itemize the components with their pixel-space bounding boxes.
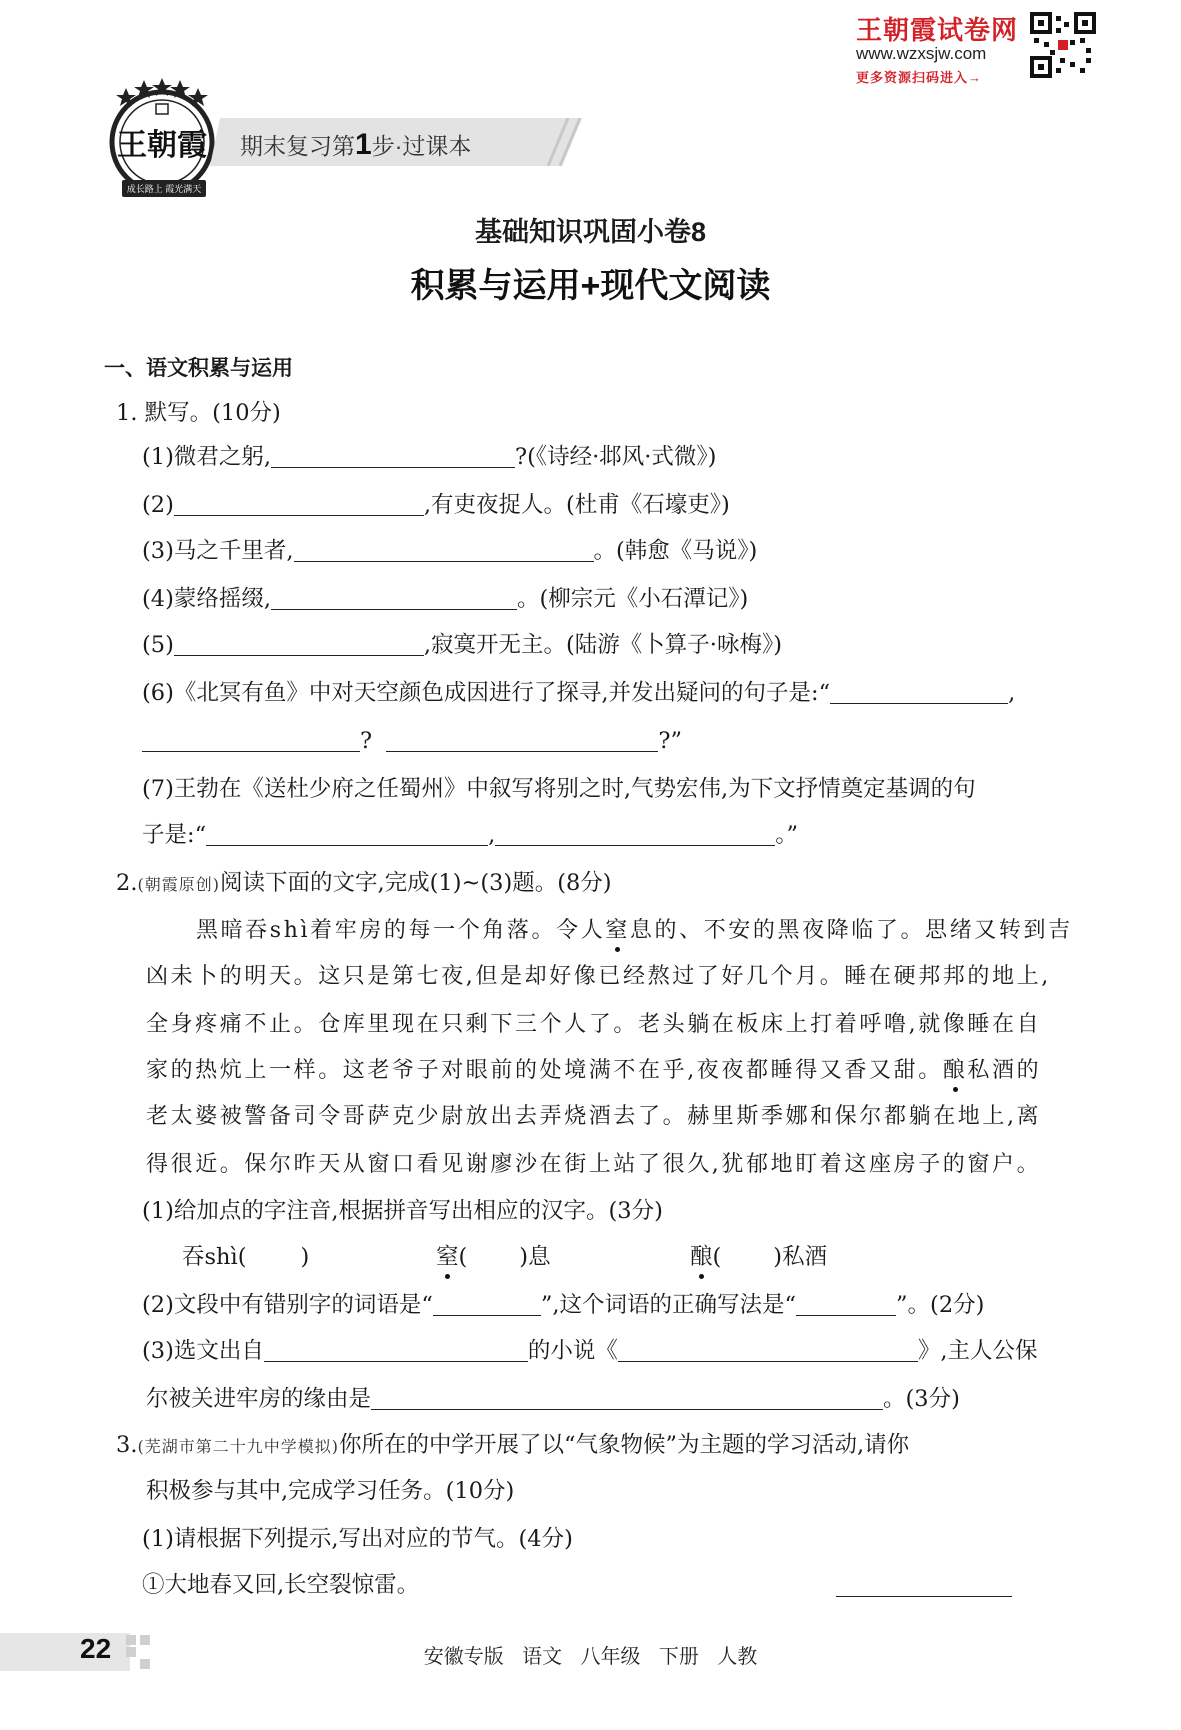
q1-item-4 (142, 584, 748, 614)
q3-stem (116, 1430, 909, 1462)
dotted-char: 窒 (436, 1244, 459, 1270)
brand-name: 王朝霞试卷网 (856, 15, 1019, 45)
q1-item-5-post: ,寂寞开无主。(陆游《卜算子·咏梅》) (423, 632, 782, 658)
q2-sub3-post: 》,主人公保 (917, 1338, 1038, 1364)
qr-code-icon[interactable] (1030, 12, 1096, 78)
q1-item-6-q2: ?” (658, 728, 682, 754)
answer-blank[interactable] (618, 1339, 918, 1362)
q1-item-1-post: ?(《诗经·邶风·式微》) (515, 444, 717, 470)
answer-blank[interactable] (174, 493, 424, 516)
brand-url[interactable]: www.wzxsjw.com (856, 44, 987, 63)
q1-item-3 (142, 536, 757, 566)
q2-sub1-b-tail: )息 (519, 1244, 551, 1270)
answer-blank[interactable] (174, 633, 424, 656)
banner-step-number: 1 (355, 128, 372, 161)
logo-ribbon: 成长路上 霞光满天 (122, 180, 206, 197)
q3-source-tag: (芜湖市第二十九中学模拟) (137, 1437, 339, 1456)
dotted-char: 酿 (690, 1244, 713, 1270)
footer-publisher: 人教 (717, 1644, 758, 1668)
page-number: 22 (80, 1633, 112, 1664)
q2-sub2-mid: ”,这个词语的正确写法是“ (540, 1292, 797, 1318)
q2-sub3-mid: 的小说《 (527, 1338, 618, 1364)
q3-item-1: ①大地春又回,长空裂惊雷。 (142, 1572, 420, 1598)
answer-blank[interactable] (386, 729, 658, 752)
answer-blank[interactable] (271, 445, 515, 468)
dotted-char: 酿 (942, 1058, 968, 1083)
q2-sub3-l2-post: 。(3分) (883, 1386, 960, 1412)
q1-item-6-line2 (142, 726, 682, 756)
answer-blank[interactable] (433, 1293, 541, 1316)
passage-line-4 (146, 1056, 1041, 1086)
q1-item-6-comma: , (1008, 680, 1016, 706)
q2-sub2 (142, 1290, 984, 1320)
answer-blank[interactable] (830, 681, 1008, 704)
footer-subject: 语文 (522, 1644, 563, 1668)
footer-edition: 安徽专版 (423, 1644, 504, 1668)
q2-sub1: (1)给加点的字注音,根据拼音写出相应的汉字。(3分) (142, 1198, 663, 1224)
passage-line-5: 老太婆被警备司令哥萨克少尉放出去弄烧酒去了。赫里斯季娜和保尔都躺在地上,离 (146, 1104, 1042, 1129)
answer-blank[interactable] (206, 823, 488, 846)
q2-sub1-b (436, 1242, 551, 1272)
q1-item-2-pre: (2) (142, 492, 174, 518)
answer-blank[interactable] (796, 1293, 896, 1316)
q1-item-2-post: ,有吏夜捉人。(杜甫《石壕吏》) (423, 492, 730, 518)
q3-sub1: (1)请根据下列提示,写出对应的节气。(4分) (142, 1526, 573, 1552)
q1-item-7-line2 (142, 820, 798, 850)
passage-line-3: 全身疼痛不止。仓库里现在只剩下三个人了。老头躺在板床上打着呼噜,就像睡在自 (146, 1012, 1042, 1037)
q2-sub1-c (690, 1242, 827, 1272)
passage-text: 私酒的 (967, 1058, 1042, 1083)
answer-blank[interactable] (264, 1339, 528, 1362)
dotted-char: 窒 (605, 918, 630, 943)
q2-sub1-c-tail: )私酒 (773, 1244, 828, 1270)
q2-sub3-line1 (142, 1336, 1038, 1366)
answer-blank[interactable] (271, 587, 517, 610)
passage-line-1 (196, 916, 1073, 946)
logo-badge (104, 78, 220, 208)
q1-item-5-pre: (5) (142, 632, 174, 658)
answer-blank[interactable] (836, 1596, 1012, 1597)
q1-item-5 (142, 630, 782, 660)
logo-name: 王朝霞 (117, 128, 207, 163)
q2-stem-text: 阅读下面的文字,完成(1)~(3)题。(8分) (219, 870, 612, 896)
banner-suffix: 步·过课本 (371, 133, 472, 159)
q2-sub1-a: 吞shì( (182, 1244, 247, 1270)
q1-item-1-pre: (1)微君之躬, (142, 444, 272, 470)
paren-close: ) (300, 1244, 310, 1270)
step-banner (210, 118, 582, 166)
q2-sub3-line2 (146, 1384, 960, 1414)
q1-item-3-post: 。(韩愈《马说》) (593, 538, 758, 564)
q2-sub2-pre: (2)文段中有错别字的词语是“ (142, 1292, 433, 1318)
passage-line-6: 得很近。保尔昨天从窗口看见谢廖沙在街上站了很久,犹郁地盯着这座房子的窗户。 (146, 1152, 1042, 1177)
answer-blank[interactable] (294, 539, 594, 562)
section-heading: 一、语文积累与运用 (104, 357, 293, 380)
footer-grade: 八年级 (580, 1644, 641, 1668)
q1-item-7-end: 。” (775, 822, 799, 848)
q3-stem-text: 你所在的中学开展了以“气象物候”为主题的学习活动,请你 (338, 1432, 910, 1458)
q1-stem: 1. 默写。(10分) (116, 400, 281, 426)
passage-text: 黑暗吞shì着牢房的每一个角落。令人 (196, 918, 606, 943)
q1-item-6-text: (6)《北冥有鱼》中对天空颜色成因进行了探寻,并发出疑问的句子是:“ (142, 680, 831, 706)
q1-item-7-line1: (7)王勃在《送杜少府之任蜀州》中叙写将别之时,气势宏伟,为下文抒情奠定基调的句 (142, 776, 976, 802)
page-title: 积累与运用+现代文阅读 (410, 267, 771, 305)
q2-sub1-answers (182, 1242, 309, 1272)
q2-source-tag: (朝霞原创) (137, 875, 220, 894)
q1-item-4-post: 。(柳宗元《小石潭记》) (517, 586, 749, 612)
q1-item-7-pre: 子是:“ (142, 822, 207, 848)
q2-stem (116, 868, 612, 900)
q3-stem-line2: 积极参与其中,完成学习任务。(10分) (146, 1478, 515, 1504)
brand-tagline: 更多资源扫码进入→ (856, 70, 983, 85)
paren-open: ( (712, 1244, 722, 1270)
paren-open: ( (458, 1244, 468, 1270)
answer-blank[interactable] (142, 729, 360, 752)
q1-item-7-mid: , (488, 822, 496, 848)
q2-sub3-l2-pre: 尔被关进牢房的缘由是 (146, 1386, 372, 1412)
answer-blank[interactable] (495, 823, 775, 846)
footer-info (0, 1640, 1181, 1669)
banner-prefix: 期末复习第 (240, 133, 355, 159)
banner-text (240, 128, 471, 162)
subtitle: 基础知识巩固小卷8 (474, 217, 707, 247)
passage-text: 息的、不安的黑夜降临了。思绪又转到吉 (629, 918, 1073, 943)
footer-volume: 下册 (658, 1644, 699, 1668)
q1-item-3-pre: (3)马之千里者, (142, 538, 294, 564)
q1-item-2 (142, 490, 730, 520)
q1-item-1 (142, 442, 716, 472)
q3-number: 3. (116, 1432, 138, 1458)
q2-sub2-post: ”。(2分) (896, 1292, 985, 1318)
answer-blank[interactable] (371, 1387, 883, 1410)
q1-item-4-pre: (4)蒙络摇缀, (142, 586, 272, 612)
q1-item-6-q1: ? (360, 728, 373, 754)
passage-text: 家的热炕上一样。这老爷子对眼前的处境满不在乎,夜夜都睡得又香又甜。 (146, 1058, 943, 1083)
passage-line-2: 凶未卜的明天。这只是第七夜,但是却好像已经熬过了好几个月。睡在硬邦邦的地上, (146, 964, 1051, 989)
q2-number: 2. (116, 870, 138, 896)
q2-sub3-pre: (3)选文出自 (142, 1338, 264, 1364)
q1-item-6-line1 (142, 678, 1015, 708)
